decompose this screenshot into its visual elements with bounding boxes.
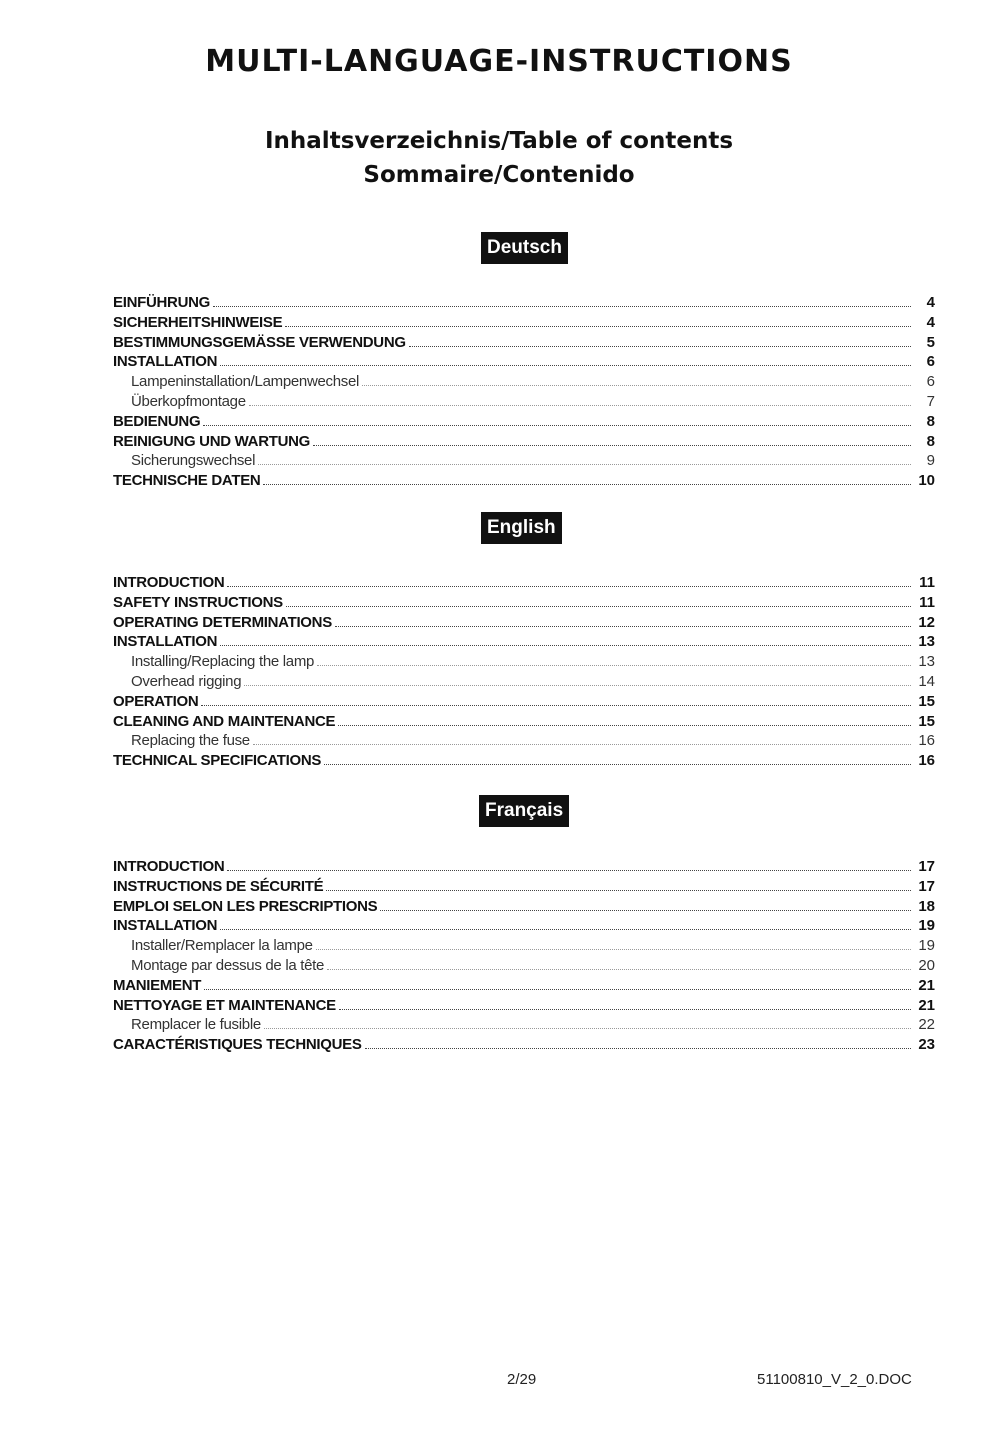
toc-entry-title: REINIGUNG UND WARTUNG (113, 432, 311, 450)
toc-entry-page: 21 (918, 996, 935, 1014)
toc-entry (113, 1015, 935, 1035)
toc-section-francais (113, 857, 935, 1055)
toc-entry-page: 13 (918, 653, 935, 671)
toc-entry-title: NETTOYAGE ET MAINTENANCE (113, 996, 336, 1014)
toc-entry-title: BESTIMMUNGSGEMÄSSE VERWENDUNG (113, 333, 406, 351)
toc-section-english (113, 573, 935, 771)
toc-entry (113, 751, 935, 771)
toc-dot-leader (253, 743, 911, 745)
toc-entry-page: 5 (926, 333, 935, 351)
document-id: 51100810_V_2_0.DOC (757, 1371, 912, 1388)
toc-entry (113, 996, 935, 1016)
toc-entry-page: 16 (918, 752, 935, 770)
toc-dot-leader (335, 625, 911, 627)
toc-entry-title: EINFÜHRUNG (113, 294, 210, 311)
language-badge-deutsch: Deutsch (481, 232, 568, 264)
toc-entry (113, 692, 935, 712)
toc-entry-page: 16 (918, 732, 935, 750)
toc-entry (113, 352, 935, 372)
toc-dot-leader (365, 1047, 911, 1049)
toc-entry-title: TECHNISCHE DATEN (113, 472, 261, 490)
toc-dot-leader (338, 724, 911, 726)
toc-entry (113, 412, 935, 432)
language-badge-francais: Français (479, 795, 569, 827)
toc-dot-leader (313, 444, 911, 446)
toc-dot-leader (286, 605, 911, 607)
toc-entry-title: Montage par dessus de la tête (131, 956, 325, 974)
toc-entry-page: 7 (926, 392, 935, 410)
toc-dot-leader (203, 424, 911, 426)
toc-entry (113, 632, 935, 652)
toc-entry (113, 613, 935, 633)
toc-entry-title: SICHERHEITSHINWEISE (113, 313, 283, 331)
toc-entry-title: OPERATION (113, 692, 199, 710)
toc-entry (113, 956, 935, 976)
toc-entry-title: Lampeninstallation/Lampenwechsel (131, 373, 360, 391)
toc-entry-title: INSTRUCTIONS DE SÉCURITÉ (113, 877, 324, 895)
toc-entry-title: Installing/Replacing the lamp (131, 653, 315, 671)
toc-entry-title: CARACTÉRISTIQUES TECHNIQUES (113, 1036, 362, 1054)
toc-dot-leader (264, 1027, 911, 1029)
toc-entry-page: 23 (918, 1036, 935, 1054)
toc-dot-leader (317, 664, 911, 666)
toc-entry-page: 6 (926, 373, 935, 391)
toc-entry (113, 432, 935, 452)
toc-entry (113, 451, 935, 471)
toc-dot-leader (324, 763, 911, 765)
toc-dot-leader (201, 704, 911, 706)
toc-entry-page: 11 (919, 574, 935, 591)
toc-entry-page: 13 (918, 633, 935, 651)
toc-dot-leader (204, 988, 911, 990)
toc-dot-leader (227, 585, 911, 587)
toc-entry (113, 857, 935, 877)
toc-entry (113, 916, 935, 936)
toc-entry-page: 17 (918, 858, 935, 875)
toc-entry-page: 18 (918, 897, 935, 915)
toc-entry-title: BEDIENUNG (113, 412, 201, 430)
language-badge-english: English (481, 512, 562, 544)
toc-dot-leader (316, 948, 911, 950)
toc-dot-leader (258, 463, 911, 465)
toc-entry-page: 4 (926, 313, 935, 331)
toc-entry (113, 293, 935, 313)
toc-entry-page: 9 (926, 452, 935, 470)
toc-entry-title: INSTALLATION (113, 353, 218, 371)
toc-dot-leader (220, 364, 911, 366)
toc-entry-page: 8 (926, 432, 935, 450)
toc-entry-title: Installer/Remplacer la lampe (131, 937, 313, 955)
toc-entry-page: 8 (926, 412, 935, 430)
toc-entry-title: Remplacer le fusible (131, 1016, 261, 1034)
toc-dot-leader (327, 968, 911, 970)
toc-entry-page: 12 (918, 613, 935, 631)
toc-dot-leader (213, 305, 911, 307)
toc-dot-leader (339, 1008, 911, 1010)
toc-dot-leader (249, 404, 911, 406)
document-title: MULTI-LANGUAGE-INSTRUCTIONS (205, 44, 793, 79)
toc-entry-title: MANIEMENT (113, 976, 202, 994)
toc-entry (113, 1035, 935, 1055)
toc-entry (113, 652, 935, 672)
toc-entry-page: 4 (926, 294, 935, 311)
toc-entry (113, 672, 935, 692)
toc-dot-leader (285, 325, 911, 327)
contents-subheading: Sommaire/Contenido (363, 162, 635, 188)
toc-entry (113, 712, 935, 732)
toc-dot-leader (227, 869, 911, 871)
toc-entry-title: TECHNICAL SPECIFICATIONS (113, 752, 322, 770)
toc-entry-title: Overhead rigging (131, 672, 242, 690)
toc-entry-page: 10 (918, 472, 935, 490)
toc-entry-page: 19 (918, 937, 935, 955)
toc-dot-leader (326, 889, 911, 891)
toc-entry (113, 731, 935, 751)
page-number: 2/29 (507, 1371, 537, 1388)
toc-entry (113, 392, 935, 412)
toc-entry-title: INSTALLATION (113, 917, 218, 935)
toc-entry-title: SAFETY INSTRUCTIONS (113, 593, 283, 611)
toc-entry (113, 877, 935, 897)
toc-entry-page: 22 (918, 1016, 935, 1034)
toc-entry (113, 573, 935, 593)
toc-dot-leader (362, 384, 911, 386)
toc-entry (113, 333, 935, 353)
toc-dot-leader (220, 644, 911, 646)
toc-dot-leader (244, 684, 911, 686)
toc-entry (113, 313, 935, 333)
toc-dot-leader (380, 909, 911, 911)
contents-heading: Inhaltsverzeichnis/Table of contents (264, 128, 734, 154)
toc-entry-title: OPERATING DETERMINATIONS (113, 613, 332, 631)
toc-entry-page: 19 (918, 917, 935, 935)
toc-entry-page: 15 (918, 712, 935, 730)
toc-entry-title: CLEANING AND MAINTENANCE (113, 712, 336, 730)
toc-entry-title: Überkopfmontage (131, 392, 246, 410)
toc-entry-title: INTRODUCTION (113, 574, 225, 591)
toc-entry-page: 11 (919, 593, 935, 611)
toc-entry (113, 372, 935, 392)
toc-entry-page: 15 (918, 692, 935, 710)
toc-entry (113, 593, 935, 613)
toc-dot-leader (409, 345, 911, 347)
toc-entry-title: INTRODUCTION (113, 858, 225, 875)
toc-entry-title: EMPLOI SELON LES PRESCRIPTIONS (113, 897, 378, 915)
toc-entry-page: 20 (918, 956, 935, 974)
toc-dot-leader (220, 928, 911, 930)
toc-entry-page: 6 (926, 353, 935, 371)
toc-entry-title: INSTALLATION (113, 633, 218, 651)
toc-entry (113, 471, 935, 491)
toc-entry (113, 897, 935, 917)
toc-entry-page: 14 (918, 672, 935, 690)
toc-section-deutsch (113, 293, 935, 491)
toc-dot-leader (263, 483, 911, 485)
toc-entry-title: Sicherungswechsel (131, 452, 256, 470)
toc-entry (113, 976, 935, 996)
toc-entry (113, 936, 935, 956)
toc-entry-page: 21 (918, 976, 935, 994)
toc-entry-title: Replacing the fuse (131, 732, 250, 750)
toc-entry-page: 17 (918, 877, 935, 895)
